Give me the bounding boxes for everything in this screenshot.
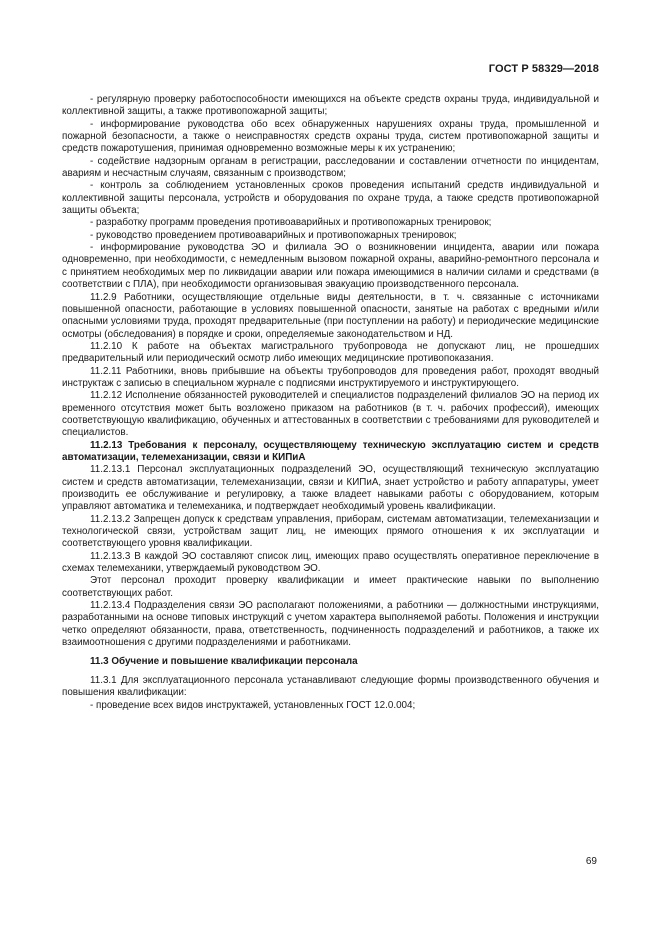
paragraph: - руководство проведением противоаварийных и противопожарных тренировок; [90,229,457,241]
paragraph: 11.3.1 Для эксплуатационного персонала устанавливают следующие формы производственного обучения и повышения квалификации: [62,674,599,699]
subsection-heading: 11.2.13 Требования к персоналу, осуществляющему техническую эксплуатацию систем и средств автоматизации, телемеханизации, связи и КИПиА [62,439,599,463]
paragraph: - проведение всех видов инструктажей, установленных ГОСТ 12.0.004; [90,699,416,711]
paragraph: - контроль за соблюдением установленных сроков проведения испытаний средств индивидуальной и коллективной защиты персонала, устройств и оборудования по охране труда, а также средств противопожарной защиты объекта; [62,180,599,217]
section-heading: 11.3 Обучение и повышение квалификации персонала [90,656,358,668]
paragraph: Этот персонал проходит проверку квалификации и имеет практические навыки по выполнению соответствующих работ. [62,575,599,599]
paragraph: 11.2.10 К работе на объектах магистрального трубопровода не допускают лиц, не прошедших предварительный или периодический осмотр либо имеющих медицинские противопоказания. [62,340,599,365]
document-header-id: ГОСТ Р 58329—2018 [488,63,599,75]
paragraph: 11.2.13.4 Подразделения связи ЭО располагают положениями, а работники — должностными инструкциями, разработанными на основе типовых инструкций с учетом характера выполняемой работы. Положения и инструкции четко определяют обязанности, права, ответственность, подчиненность подразделений и работников, а также их взаимоотношения с другими подразделениями и работниками. [62,600,599,649]
document-body [62,94,599,712]
paragraph: - содействие надзорным органам в регистрации, расследовании и составлении отчетности по инцидентам, авариям и несчастным случаям, связанным с производством; [62,155,599,180]
paragraph: 11.2.13.1 Персонал эксплуатационных подразделений ЭО, осуществляющий техническую эксплуатацию систем и средств автоматизации, телемеханизации, связи и КИПиА, знает устройство и работу аппаратуры, умеет производить ее обслуживание и регулировку, а также владеет навыками работы с оборудованием, которым управляют автоматика и телемеханика, и подтверждает необходимый уровень квалификации. [62,464,599,513]
page-number: 69 [585,856,597,867]
paragraph: 11.2.9 Работники, осуществляющие отдельные виды деятельности, в т. ч. связанные с источниками повышенной опасности, работающие в условиях повышенной опасности, занятые на работах с вредными и/или опасными условиями труда, проходят предварительные (при поступлении на работу) и периодические медицинские осмотры (обследования) в порядке и сроки, определяемые законодательством и НД. [62,291,599,340]
paragraph: - информирование руководства обо всех обнаруженных нарушениях охраны труда, промышленной и пожарной безопасности, а также о неисправностях средств охраны труда, систем противопожарной защиты и средств пожаротушения, принимая одновременно возможные меры к их устранению; [62,118,599,155]
paragraph: - разработку программ проведения противоаварийных и противопожарных тренировок; [90,217,492,229]
paragraph: 11.2.11 Работники, вновь прибывшие на объекты трубопроводов для проведения работ, проходят вводный инструктаж с записью в специальном журнале с подписями инструктируемого и инструктирующего. [62,365,599,389]
paragraph: - регулярную проверку работоспособности имеющихся на объекте средств охраны труда, индивидуальной и коллективной защиты, а также противопожарной защиты; [62,94,599,118]
paragraph: - информирование руководства ЭО и филиала ЭО о возникновении инцидента, аварии или пожара одновременно, при необходимости, с немедленным вызовом пожарной охраны, аварийно-ремонтного персонала и с принятием необходимых мер по ликвидации аварии или пожара имеющимися в наличии силами и средствами (в соответствии с ПЛА), при необходимости организовывая эвакуацию производственного персонала. [62,242,599,291]
paragraph: 11.2.12 Исполнение обязанностей руководителей и специалистов подразделений филиалов ЭО на период их временного отсутствия может быть возложено приказом на работников (в т. ч. рабочих профессий), имеющих соответствующую квалификацию, обученных и аттестованных в соответствии с требованиями для руководителей и специалистов. [62,390,599,439]
paragraph: 11.2.13.3 В каждой ЭО составляют список лиц, имеющих право осуществлять оперативное переключение в схемах телемеханики, утверждаемый руководством ЭО. [62,550,599,575]
paragraph: 11.2.13.2 Запрещен допуск к средствам управления, приборам, системам автоматизации, телемеханизации и технологической связи, устройствам защит лиц, не имеющих прямого отношения к их эксплуатации и соответствующего уровня квалификации. [62,513,599,550]
